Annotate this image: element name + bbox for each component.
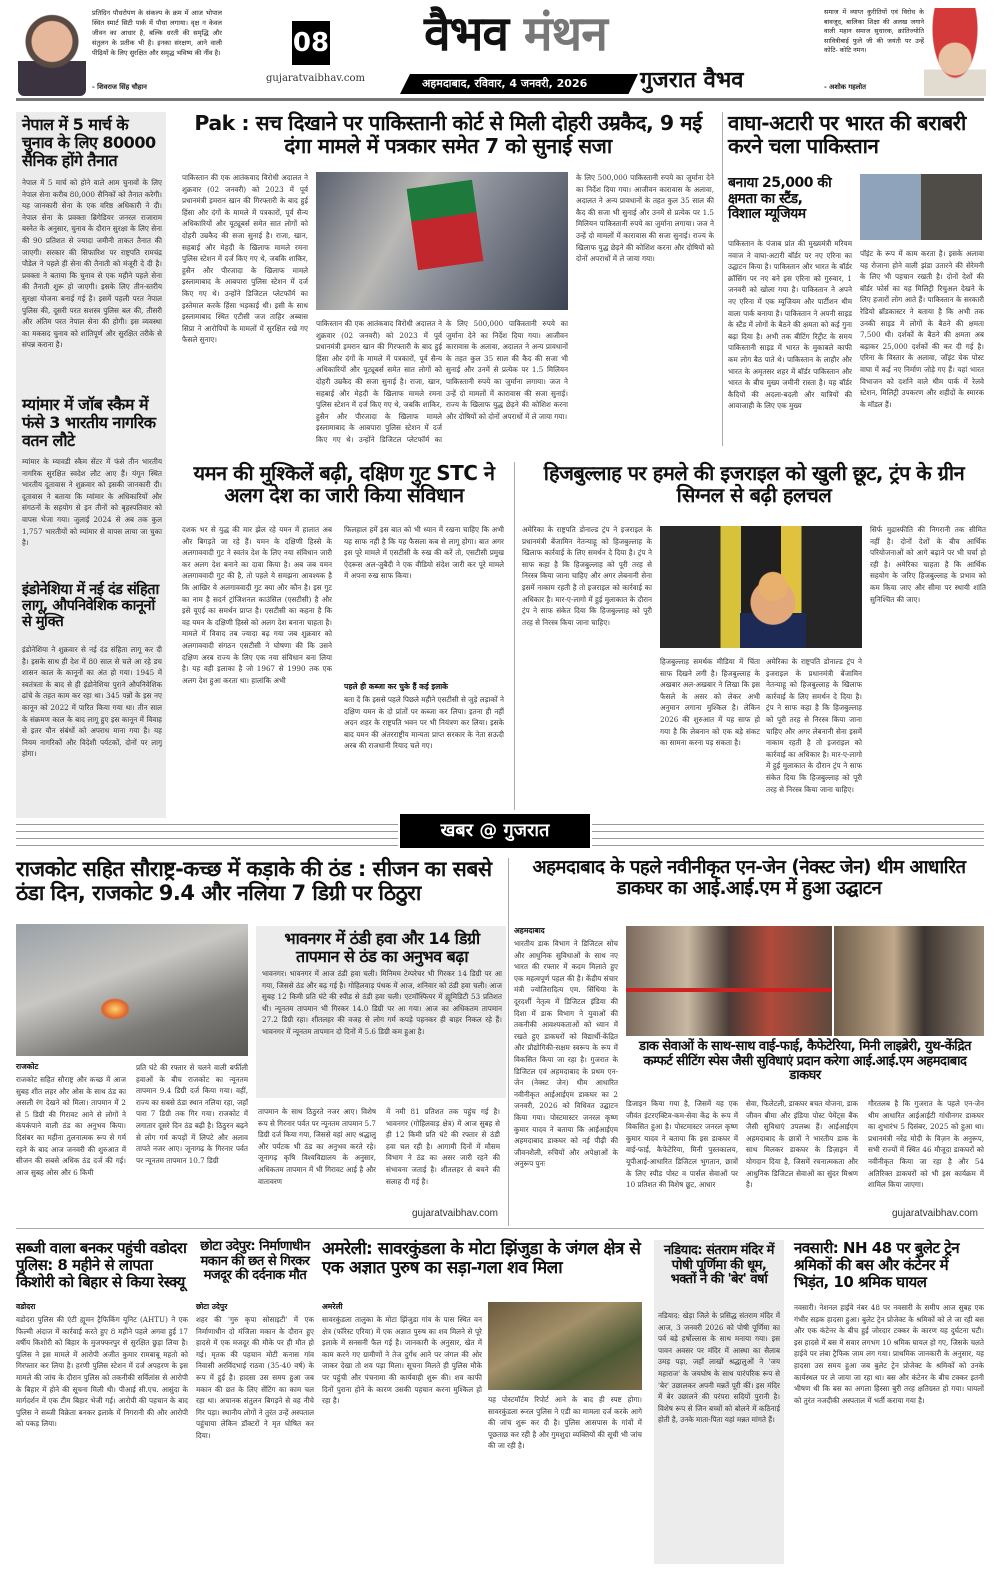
yemen-body-col3: बता दें कि इससे पहले पिछले महीने एसटीसी से जुड़े लड़ाकों ने दक्षिण यमन के दो प्रांतों पर कब्जा कर लिया। इतना ही नहीं अदन शहर के राष्ट्रपति भवन पर भी नियंत्रण कर लिया। इसके बाद यमन की अंतरराष्ट्रीय मान्यता प्राप्त सरकार के नेता सऊदी अरब की राजधानी रियाद चले गए।: [344, 695, 504, 751]
wagah-body: पाकिस्तान के पंजाब प्रांत की मुख्यमंत्री मरियम नवाज ने वाघा-अटारी बॉर्डर पर नए एरिना का उद्घाटन किया है। पाकिस्तान और भारत के बॉर्डर क्रॉसिंग पर नए बने इस एरिना को गुरुवार, 1 जनवरी को खोला गया है। पाकिस्तान ने अपने नए एरिना में एक म्यूजियम और पार्टीशन थीम वाला पार्क बनाया है। पाकिस्तान ने अपनी साइड के स्टैंड में लोगों के बैठने की क्षमता को कई गुना बढ़ा दिया है। अभी तक बीटिंग रिट्रीट के समय पाकिस्तानी साइड में भारत के मुकाबले काफी कम लोग बैठ पाते थे। पाकिस्तान के लाहौर और भारत के अमृतसर शहर में बॉर्डर पाकिस्तान और भारत के बीच मुख्य जमीनी रास्ता है। यह बॉर्डर कैदियों की अदला-बदली और यात्रियों की आवाजाही के लिए एक मुख्य: [728, 239, 852, 411]
post-office-body-col3: सेवा, फिलेटली, डाकघर बचत योजना, डाक जीवन बीमा और इंडिया पोस्ट पेमेंट्स बैंक जैसी सुविधाएं उपलब्ध हैं। आईआईएम अहमदाबाद के छात्रों ने भारतीय डाक के साथ मिलकर डाकघर के डिज़ाइन में योगदान दिया है, जिसमें रचनात्मकता और आधुनिक डिजिटल सेवाओं का सुंदर मिश्रण है।: [746, 1099, 858, 1190]
post-footer-site: gujaratvaibhav.com: [892, 1208, 978, 1219]
rajkot-body-col4: में नमी 81 प्रतिशत तक पहुंच गई है। भावनगर (गोहिलवाड़ क्षेत्र) में आज सुबह से ही 12 किमी प्रति घंटे की रफ्तार से ठंडी हवा चल रही है। आगामी दिनों में मौसम विभाग ने ठंड का असर जारी रहने की संभावना जताई है। शीतलहर से बचने की सलाह दी गई है।: [386, 1107, 500, 1186]
bonfire: [100, 998, 130, 1020]
yemen-subhead: पहले ही कब्जा कर चुके हैं कई इलाके: [344, 682, 449, 691]
newspaper-title: [424, 4, 607, 64]
post-office-body-col4: गौरतलब है कि गुजरात के पहले एन-जेन थीम आधारित आईआईटी गांधीनगर डाकघर का शुभारंभ 5 दिसंबर, 2025 को हुआ था। प्रधानमंत्री नरेंद्र मोदी के विज़न के अनुरूप, सभी राज्यों में स्थित 46 मौजूदा डाकघरों को नवीनीकृत किया जा रहा है और 54 अतिरिक्त डाकघरों को भी इस कार्यक्रम में शामिल किया जाएगा।: [868, 1099, 984, 1190]
nadiad-body: नडियाद: खेड़ा जिले के प्रसिद्ध संतराम मंदिर में आज, 3 जनवरी 2026 को पोषी पूर्णिमा का पर्व बड़े हर्षोल्लास के साथ मनाया गया। इस पावन अवसर पर मंदिर में आस्था का सैलाब उमड़ पड़ा, जहाँ लाखों श्रद्धालुओं ने 'जय महाराज' के जयघोष के साथ पारंपरिक रूप से 'बेर' उछालकर अपनी मन्नतें पूरी कीं। इस मंदिर में बेर उछालने की परंपरा सदियों पुरानी है। विशेष रूप से जिन बच्चों को बोलने में कठिनाई होती है, उनके माता-पिता यहां मन्नत मांगते हैं।: [658, 1311, 780, 1425]
column-divider: [514, 462, 515, 810]
bhavnagar-headline: भावनगर में ठंडी हवा और 14 डिग्री तापमान से ठंड का अनुभव बढ़ा: [284, 929, 480, 966]
post-office-headline: अहमदाबाद के पहले नवीनीकृत एन-जेन (नेक्स्ट जेन) थीम आधारित डाकघर का आई.आई.एम में हुआ उद्घाटन: [532, 857, 966, 899]
amreli-headline: अमरेली: सावरकुंडला के मोटा झिंजुडा के जंगल क्षेत्र से एक अज्ञात पुरुष का सड़ा-गला शव मिला: [322, 1239, 641, 1279]
amreli-body: सावरकुंडला तालुका के मोटा झिंजुडा गांव के पास स्थित वन क्षेत्र (फॉरेस्ट एरिया) में एक अज्ञात पुरुष का शव मिलने से पूरे इलाके में सनसनी फैल गई है। जानकारी के अनुसार, खेत में काम करने गए ग्रामीणों ने तेज दुर्गंध आने पर जंगल की ओर जाकर देखा तो शव पड़ा मिला। सूचना मिलते ही पुलिस मौके पर पहुंची और पंचनामा की कार्यवाही शुरू की। शव काफी दिनों पुराना होने के कारण उसकी पहचान करना मुश्किल हो रहा है।: [322, 1315, 482, 1406]
pak-body: पाकिस्तान की एक आतंकवाद विरोधी अदालत ने शुक्रवार (02 जनवरी) को 2023 में पूर्व प्रधानमंत्री इमरान खान की गिरफ्तारी के बाद हुई हिंसा और दंगों के मामले में पत्रकारों, पूर्व सैन्य अधिकारियों और यूट्यूबर्स समेत सात लोगों को दोहरी उम्रकैद की सजा सुनाई है। राजा, खान, सहबाई और मेहदी के खिलाफ मामले रमना पुलिस स्टेशन में दर्ज किए गए थे, जबकि शाकिर, हुसैन और पीरजादा के खिलाफ मामले इस्लामाबाद के आबपारा पुलिस स्टेशन में दर्ज किए गए थे। उन्होंने डिजिटल प्लेटफॉर्म का इस्तेमाल करके हिंसा भड़काई थी। इसी के साथ इस्लामाबाद स्थित एटीसी जज ताहिर अब्बास सिप्रा ने आरोपियों के मामलों में सुरक्षित रखे गए फैसले सुनाए।: [182, 173, 308, 345]
rajkot-footer-site: gujaratvaibhav.com: [412, 1208, 498, 1219]
left-quote-author: - शिवराज सिंह चौहान: [92, 83, 147, 91]
navsari-body: नवसारी। नेशनल हाईवे नंबर 48 पर नवसारी के समीप आज सुबह एक गंभीर सड़क हादसा हुआ। बुलेट ट्रेन प्रोजेक्ट के श्रमिकों को ले जा रही बस और एक कंटेनर के बीच हुई जोरदार टक्कर के कारण यह दुर्घटना घटी। इस हादसे में बस में सवार लगभग 10 श्रमिक घायल हो गए, जिसके चलते हाईवे पर लंबा ट्रैफिक जाम लग गया। प्राथमिक जानकारी के अनुसार, यह हादसा उस समय हुआ जब बुलेट ट्रेन प्रोजेक्ट के श्रमिकों को उनके कार्यस्थल पर ले जाया जा रहा था। बस और कंटेनर के बीच टक्कर इतनी भीषण थी कि बस का अगला हिस्सा बुरी तरह क्षतिग्रस्त हो गया। घायलों को तुरंत नजदीकी अस्पताल में भर्ती कराया गया है।: [794, 1303, 984, 1405]
indonesia-body: इंडोनेशिया ने शुक्रवार से नई दंड संहिता लागू कर दी है। इसके साथ ही देश में 80 साल से चले आ रहे डच शासन काल के कानूनों का अंत हो गया। 1945 में स्वतंत्रता के बाद से ही इंडोनेशिया पुराने औपनिवेशिक ढांचे के तहत काम कर रहा था। 345 पन्नों के इस नए कानून को 2022 में पारित किया गया था। तीन साल के संक्रमण काल के बाद लागू हुए इस कानून में विवाह से इतर यौन संबंधों को अपराध माना गया है। यह नियम नागरिकों और विदेशी पर्यटकों, दोनों पर लागू होगा।: [22, 645, 162, 759]
rajkot-dateline: राजकोट: [16, 1062, 39, 1071]
wagah-subhead: बनाया 25,000 की क्षमता का स्टैंड, विशाल म्यूजियम: [728, 175, 832, 223]
pak-body-col4: के लिए 500,000 पाकिस्तानी रुपये का जुर्माना देने का निर्देश दिया गया। आजीवन कारावास के अलावा, अदालत ने अन्य प्रावधानों के तहत कुल 35 साल की कैद की सजा भी सुनाई और उनमें से प्रत्येक पर 1.5 मिलियन पाकिस्तानी रुपये का जुर्माना लगाया। जज ने उन्हें दो मामलों में कारावास की सजा सुनाई। राज्य के खिलाफ युद्ध छेड़ने की कोशिश करना और दोषियों को दोनों अपराधों में ले जाया गया।: [576, 173, 714, 264]
hezbollah-body-col4: सिर्फ मुद्रास्फीति की निगरानी तक सीमित नहीं है। दोनों देशों के बीच आर्थिक परियोजनाओं को आगे बढ़ाने पर भी चर्चा हो रही है। अमेरिका चाहता है कि आर्थिक सहयोग के जरिए हिजबुल्लाह के प्रभाव को कम किया जाए और सीमा पर स्थायी शांति सुनिश्चित की जाए।: [870, 525, 986, 604]
forest-photo: [488, 1302, 642, 1390]
nadiad-headline: नडियाद: संतराम मंदिर में पोषी पूर्णिमा की धूम, भक्तों ने की 'बेर' वर्षा: [664, 1243, 774, 1288]
portrait-right: [924, 8, 986, 96]
bhavnagar-body: भावनगर। भावनगर में आज ठंडी हवा चली। मिनिमम टेम्परेचर भी गिरकर 14 डिग्री पर आ गया, जिससे ठंड और बढ़ गई है। गोहिलवाड़ पंथक में आज, शनिवार को ठंडी हवा चली। आज सुबह 12 किमी प्रति घंटे की स्पीड से ठंडी हवा चली। एटमॉस्फियर में ह्यूमिडिटी 53 प्रतिशत थी। न्यूनतम तापमान भी गिरकर 14.0 डिग्री पर आ गया। आज का अधिकतम तापमान 27.2 डिग्री रहा। शीतलहर की वजह से लोग गर्म कपड़े पहनकर ही बाहर निकल रहे हैं। भावनगर में न्यूनतम तापमान दो दिनों में 5.6 डिग्री कम हुआ है।: [262, 969, 502, 1036]
post-office-body: भारतीय डाक विभाग ने डिजिटल सोच और आधुनिक सुविधाओं के साथ नए भारत की रफ्तार में कदम मिलाते हुए एक महत्वपूर्ण पहल की है। केंद्रीय संचार मंत्री ज्योतिरादित्य एम. सिंधिया के दूरदर्शी नेतृत्व में डिजिटल इंडिया की दिशा में डाक विभाग ने युवाओं की तकनीकी आवश्यकताओं को ध्यान में रखते हुए डाकघरों को विद्यार्थी-केंद्रित और प्रौद्योगिकी-सक्षम स्वरूप के रूप में विकसित किया जा रहा है। गुजरात के डिजिटल एवं अहमदाबाद के प्रथम एन-जेन (नेक्स्ट जेन) थीम आधारित नवीनीकृत आईआईएम डाकघर का 2 जनवरी, 2026 को विधिवत उद्घाटन किया गया। पोस्टमास्टर जनरल कृष्ण कुमार यादव ने बताया कि आईआईएम अहमदाबाद डाकघर को नई पीढ़ी की जीवनशैली, रुचियों और अपेक्षाओं के अनुरूप पुनः: [514, 939, 618, 1169]
myanmar-headline: म्यांमार में जॉब स्कैम में फंसे 3 भारतीय नागरिक वतन लौटे: [22, 395, 156, 450]
inauguration-photo: [626, 926, 832, 1036]
imran-poster: [407, 180, 484, 270]
title-part-2: मंथन: [523, 6, 607, 62]
indonesia-headline: इंडोनेशिया में नई दंड संहिता लागू, औपनिवेशिक कानूनों से मुक्ति: [22, 582, 159, 631]
yemen-body: दशक भर से युद्ध की मार झेल रहे यमन में हालात अब और बिगड़ते जा रहे हैं। यमन के दक्षिणी हिस्से के अलगाववादी गुट ने स्वतंत्र देश के लिए नया संविधान जारी कर अलग देश बनाने का दावा किया है। अब जब यमन अलगाववादी गुट की है, तो पहले ये समझना आवश्यक है कि आखिर ये अलगाववादी गुट क्या और कौन है। इस गुट का नाम है सदर्न ट्रांजिशनल काउंसिल (एसटीसी) है और इसे यूएई का समर्थन प्राप्त है। एसटीसी का कहना है कि वह यमन के दक्षिणी हिस्से को अलग देश बनाना चाहता है। मामले में विवाद तब ज्यादा बढ़ गया जब शुक्रवार को अलगाववादी संगठन एसटीसी ने घोषणा की कि उसने दक्षिण अरब राज्य के लिए एक नया संविधान बना लिया है। यह वही इलाका है जो 1967 से 1990 तक एक अलग देश हुआ करता था। हालांकि अभी: [182, 525, 332, 685]
edition-name: गुजरात वैभव: [640, 68, 744, 93]
chhota-udepur-dateline: छोटा उदेपुर: [196, 1302, 228, 1311]
post-office-subhead: डाक सेवाओं के साथ-साथ वाई-फाई, कैफेटेरिया, मिनी लाइब्रेरी, युथ-केंद्रित कम्फर्ट सीटिंग स्पेस जैसी सुविधाएं प्रदान करेगा आई.आई.एम अहमदाबाद डाकघर: [639, 1039, 971, 1084]
rajkot-cold-photo: [16, 924, 248, 1056]
amreli-body-col2: यह पोस्टमॉर्टम रिपोर्ट आने के बाद ही स्पष्ट होगा। सावरकुंडला रूरल पुलिस ने एडी का मामला दर्ज करके आगे की जांच शुरू कर दी है। पुलिस आसपास के गांवों में पूछताछ कर रही है और गुमशुदा व्यक्तियों की सूची भी जांच की जा रही है।: [488, 1395, 642, 1451]
post-dateline: अहमदाबाद: [514, 926, 545, 935]
rajkot-body: राजकोट सहित सौराष्ट्र और कच्छ में आज सुबह शीत लहर और ओस के साथ ठंड का असली रंग देखने को मिला। तापमान में 2 से 5 डिग्री की गिरावट आने से लोगों ने कंपकंपाने वाली ठंड का अनुभव किया। दिसंबर का महीना तुलनात्मक रूप से गर्म रहने के बाद आज जनवरी की शुरुआत में सीजन की सबसे अधिक ठंड दर्ज की गई। आज सुबह ओस और 6 किमी: [16, 1075, 126, 1177]
pak-body-col3: के लिए 500,000 पाकिस्तानी रुपये का जुर्माना देने का निर्देश दिया गया। आजीवन कारावास के अलावा, अदालत ने अन्य प्रावधानों के तहत कुल 35 साल की कैद की सजा भी सुनाई और उनमें से प्रत्येक पर 1.5 मिलियन पाकिस्तानी रुपये का जुर्माना लगाया। जज ने उन्हें दो मामलों में कारावास की सजा सुनाई। राज्य के खिलाफ युद्ध छेड़ने की कोशिश करना और दोषियों को दोनों अपराधों में ले जाया गया।: [446, 319, 568, 421]
trump-portrait: [740, 560, 806, 648]
portrait-left: [18, 8, 86, 96]
right-quote: समाज में व्याप्त कुरीतियों एवं विरोध के बावजूद, बालिका शिक्षा की अलख जगाने वाली महान समाज सुधारक, क्रांतिज्योति सावित्रीबाई फुले जी की जयंती पर उन्हें कोटि- कोटि नमन।: [824, 8, 924, 55]
amreli-dateline: अमरेली: [322, 1302, 343, 1311]
chhota-udepur-body: शहर की 'गुरु कृपा सोसाइटी' में एक निर्माणाधीन दो मंजिला मकान के दौरान हुए हादसे में एक मजदूर की मौके पर ही मौत हो गई। मृतक की पहचान मोटी कनास गांव निवासी अरविंदभाई राठवा (35-40 वर्ष) के रूप में हुई है। हादसा उस समय हुआ जब मकान की छत के लिए सेंटिंग का काम चल रहा था। अचानक संतुलन बिगड़ने से वह नीचे गिर पड़ा। स्थानीय लोगों ने तुरंत उन्हें अस्पताल पहुंचाया लेकिन डॉक्टरों ने मृत घोषित कर दिया।: [196, 1315, 314, 1440]
section-wave-left: [16, 818, 398, 846]
pak-headline: Pak : सच दिखाने पर पाकिस्तानी कोर्ट से मिली दोहरी उम्रकैद, 9 मई दंगा मामले में पत्रकार समेत 7 को सुनाई सजा: [194, 111, 702, 158]
myanmar-body: म्यांमार के म्यावडी स्कैम सेंटर में फंसे तीन भारतीय नागरिक सुरक्षित स्वदेश लौट आए हैं। यंगून स्थित भारतीय दूतावास ने शुक्रवार को इसकी जानकारी दी। दूतावास ने बताया कि म्यांमार के अधिकारियों और संगठनों के सहयोग से इन तीनों को बृहस्पतिवार को वापस भेजा गया। जुलाई 2024 से अब तक कुल 1,757 भारतीयों को म्यांमार से वापस लाया जा चुका है।: [22, 457, 162, 548]
rajkot-body-col3: तापमान के साथ ठिठुरते नजर आए। विशेष रूप से गिरनार पर्वत पर न्यूनतम तापमान 5.7 डिग्री दर्ज किया गया, जिससे वहां आए श्रद्धालु और पर्यटक भी ठंड का अनुभव करते रहे। जूनागढ़ कृषि विश्वविद्यालय के अनुसार, अधिकतम तापमान में भी गिरावट आई है और वातावरण: [258, 1107, 376, 1186]
dignitaries-photo: [834, 926, 984, 1036]
vadodara-body: वडोदरा पुलिस की एंटी ह्यूमन ट्रैफिकिंग यूनिट (AHTU) ने एक फिल्मी अंदाज में कार्रवाई करते हुए 8 महीने पहले अगवा हुई 17 वर्षीय किशोरी को बिहार के मुजफ्फरपुर से सुरक्षित छुड़ा लिया है। पुलिस ने इस मामले में आरोपी अजीत कुमार रामबाबू महतो को गिरफ्तार कर लिया है। हरणी पुलिस स्टेशन में दर्ज अपहरण के इस मामले की जांच के दौरान पुलिस को तकनीकी सर्विलांस से आरोपी के बिहार में होने की सूचना मिली थी। पीआई सी.एच. आसुंदा के मार्गदर्शन में एक टीम बिहार भेजी गई। आरोपी की पहचान के बाद पुलिस ने सब्जी विक्रेता बनकर इलाके में निगरानी की और आरोपी को पकड़ लिया।: [16, 1315, 188, 1429]
navsari-headline: नवसारी: NH 48 पर बुलेट ट्रेन श्रमिकों की बस और कंटेनर में भिड़ंत, 10 श्रमिक घायल: [794, 1239, 960, 1291]
masthead-rule: [16, 98, 984, 101]
rajkot-body-col2: प्रति घंटे की रफ्तार से चलने वाली बर्फीली हवाओं के बीच राजकोट का न्यूनतम तापमान 9.4 डिग्री दर्ज किया गया। वहीं, राज्य का सबसे ठंडा स्थान नलिया रहा, जहाँ पारा 7 डिग्री तक गिर गया। राजकोट में लगातार दूसरे दिन ठंड बढ़ी है। ठिठुरन बढ़ने से लोग गर्म कपड़ों में लिपटे और अलाव तापते नजर आए। जूनागढ़ के गिरनार पर्वत पर न्यूनतम तापमान 10.7 डिग्री: [136, 1063, 248, 1165]
hezbollah-body: अमेरिका के राष्ट्रपति डोनाल्ड ट्रंप ने इजराइल के प्रधानमंत्री बेंजामिन नेतन्याहू को हिजबुल्लाह के खिलाफ कार्रवाई के लिए समर्थन दे दिया है। ट्रंप ने साफ कहा है कि हिजबुल्लाह को पूरी तरह से निरस्त्र किया जाना चाहिए और अगर लेबनानी सेना इसमें नाकाम रहती है तो इजराइल को कार्रवाई का अधिकार है। मार-ए-लागो में हुई मुलाकात के दौरान ट्रंप ने साफ संकेत दिया कि हिजबुल्लाह को पूरी तरह से निरस्त्र किया जाना चाहिए।: [522, 525, 652, 627]
hezbollah-headline: हिजबुल्लाह पर हमले की इजराइल को खुली छूट, ट्रंप के ग्रीन सिग्नल से बढ़ी हलचल: [543, 461, 965, 508]
dateline: अहमदाबाद, रविवार, 4 जनवरी, 2026: [422, 77, 588, 90]
post-office-body-col2: डिजाइन किया गया है, जिसमें यह एक जीवंत इंटरएक्टिव-कम-सेवा केंद्र के रूप में विकसित हुआ है। पोस्टमास्टर जनरल कृष्ण कुमार यादव ने बताया कि इस डाकघर में वाई-फाई, कैफेटेरिया, मिनी पुस्तकालय, यूपीआई-आधारित डिजिटल भुगतान, छात्रों के लिए स्पीड पोस्ट व पार्सल सेवाओं पर 10 प्रतिशत की विशेष छूट, आधार: [626, 1099, 738, 1190]
vadodara-headline: सब्जी वाला बनकर पहुंची वडोदरा पुलिस: 8 महीने से लापता किशोरी को बिहार से किया रेस्क्यू: [16, 1239, 187, 1291]
left-quote: प्रतिदिन पौधरोपण के संकल्प के क्रम में आज भोपाल स्थित स्मार्ट सिटी पार्क में पौधा लगाया। वृक्ष न केवल जीवन का आधार है, बल्कि धरती की समृद्धि और संतुलन के प्रतीक भी है। इनका संरक्षण, आने वाली पीढ़ियों के लिए सुरक्षित और समृद्ध भविष्य की नींव है।: [92, 9, 222, 57]
vadodara-dateline: वडोदरा: [16, 1302, 36, 1311]
pak-body-col2: पाकिस्तान की एक आतंकवाद विरोधी अदालत ने शुक्रवार (02 जनवरी) को 2023 में पूर्व प्रधानमंत्री इमरान खान की गिरफ्तारी के बाद हुई हिंसा और दंगों के मामले में पत्रकारों, पूर्व सैन्य अधिकारियों और यूट्यूबर्स समेत सात लोगों को दोहरी उम्रकैद की सजा सुनाई है। राजा, खान, सहबाई और मेहदी के खिलाफ मामले रमना पुलिस स्टेशन में दर्ज किए गए थे, जबकि शाकिर, हुसैन और पीरजादा के खिलाफ मामले इस्लामाबाद के आबपारा पुलिस स्टेशन में दर्ज किए गए थे। उन्होंने डिजिटल प्लेटफॉर्म का: [316, 319, 442, 444]
wagah-headline: वाघा-अटारी पर भारत की बराबरी करने चला पाकिस्तान: [728, 111, 966, 158]
rajkot-headline: राजकोट सहित सौराष्ट्र-कच्छ में कड़ाके की ठंड : सीजन का सबसे ठंडा दिन, राजकोट 9.4 और नलिया 7 डिग्री पर ठिठुरा: [16, 857, 492, 905]
ribbon: [626, 988, 832, 992]
section-wave-right: [592, 818, 984, 846]
yemen-body-col2: फिलहाल हमें इस बात को भी ध्यान में रखना चाहिए कि अभी यह साफ नहीं है कि यह फैसला कब से लागू होगा। बात अगर इस पूरे मामले में एसटीसी के रुख की करें तो, एसटीसी प्रमुख ऐदरूस अल-जुबैदी ने एक वीडियो संदेश जारी कर पूरे मामले में अपना रुख साफ किया।: [344, 525, 504, 581]
column-divider: [722, 112, 723, 446]
title-part-1: वैभव: [424, 6, 509, 62]
bottom-rule: [16, 1228, 984, 1229]
right-quote-author: - अशोक गहलोत: [824, 83, 867, 91]
hezbollah-body-col3: अमेरिका के राष्ट्रपति डोनाल्ड ट्रंप ने इजराइल के प्रधानमंत्री बेंजामिन नेतन्याहू को हिजबुल्लाह के खिलाफ कार्रवाई के लिए समर्थन दे दिया है। ट्रंप ने साफ कहा है कि हिजबुल्लाह को पूरी तरह से निरस्त्र किया जाना चाहिए और अगर लेबनानी सेना इसमें नाकाम रहती है तो इजराइल को कार्रवाई का अधिकार है। मार-ए-लागो में हुई मुलाकात के दौरान ट्रंप ने साफ संकेत दिया कि हिजबुल्लाह को पूरी तरह से निरस्त्र किया जाना चाहिए।: [766, 657, 862, 794]
nepal-headline: नेपाल में 5 मार्च के चुनाव के लिए 80000 सैनिक होंगे तैनात: [22, 115, 156, 170]
nepal-body: नेपाल में 5 मार्च को होने वाले आम चुनावों के लिए नेपाल सेना करीब 80,000 सैनिकों को तैनात करेगी। यह जानकारी सेना के एक वरिष्ठ अधिकारी ने दी। नेपाल सेना के प्रवक्ता ब्रिगेडियर जनरल राजाराम बस्नेत के अनुसार, चुनाव के दौरान सुरक्षा के लिए सेना की 90 प्रतिशत से ज्यादा जमीनी ताकत तैनात की जाएगी। सरकार की सिफारिश पर राष्ट्रपति रामचंद्र पौडेल ने पहले ही सेना की तैनाती को मंजूरी दे दी है। प्रवक्ता ने बताया कि चुनाव से एक महीने पहले सेना की तैनाती शुरू हो जाएगी। इसके लिए तीन-स्तरीय सुरक्षा योजना बनाई गई है। इसमें पहली परत नेपाल पुलिस की, दूसरी परत सशस्त्र पुलिस बल की, तीसरी और अंतिम परत नेपाल सेना की होगी। इस व्यवस्था का मकसद चुनाव को शांतिपूर्ण और सुरक्षित तरीके से संपन्न कराना है।: [22, 178, 162, 350]
yemen-headline: यमन की मुश्किलें बढ़ी, दक्षिण गुट STC ने अलग देश का जारी किया संविधान: [193, 461, 495, 508]
wagah-photo: [860, 174, 982, 240]
section-banner: खबर @ गुजरात: [400, 814, 590, 848]
hezbollah-body-col2: हिजबुल्लाह समर्थक मीडिया में चिंता साफ दिखने लगी है। हिजबुल्लाह के अखबार अल-अखबार ने लिखा कि इस फैसले के असर को लेकर अभी अनुमान लगाना मुश्किल है। लेकिन 2026 की शुरुआत में यह साफ हो गया है कि लेबनान को एक बड़े संकट का सामना करना पड़ सकता है।: [660, 657, 760, 748]
page-number-box: 08: [292, 21, 330, 65]
wagah-body-col2: पॉइंट के रूप में काम करता है। इसके अलावा यह रोजाना होने वाली झंडा उतारने की सेरेमनी के लिए भी पहचान रखती है। दोनों देशों की बॉर्डर फोर्स का यह मिलिट्री रिचुअल देखने के लिए हजारों लोग आते हैं। पाकिस्तान के सरकारी रेडियो ब्रॉडकास्टर ने बताया है कि अभी तक उनकी साइड में लोगों के बैठने की क्षमता 7,500 थी। दर्शकों के बैठने की क्षमता अब बढ़ाकर 25,000 दर्शकों की कर दी गई है। एरिना के विस्तार के अलावा, जॉइंट चेक पोस्ट वाघा में कई नए निर्माण जोड़े गए हैं। यहां भारत विभाजन को दर्शाने वाले थीम पार्क में रेलवे स्टेशन, मिलिट्री उपकरण और शहीदों के स्मारक के मॉडल हैं।: [860, 249, 984, 409]
chhota-udepur-headline: छोटा उदेपुर: निर्माणाधीन मकान की छत से गिरकर मजदूर की दर्दनाक मौत: [200, 1239, 310, 1284]
column-divider: [508, 858, 509, 1226]
masthead-website: gujaratvaibhav.com: [266, 73, 366, 84]
